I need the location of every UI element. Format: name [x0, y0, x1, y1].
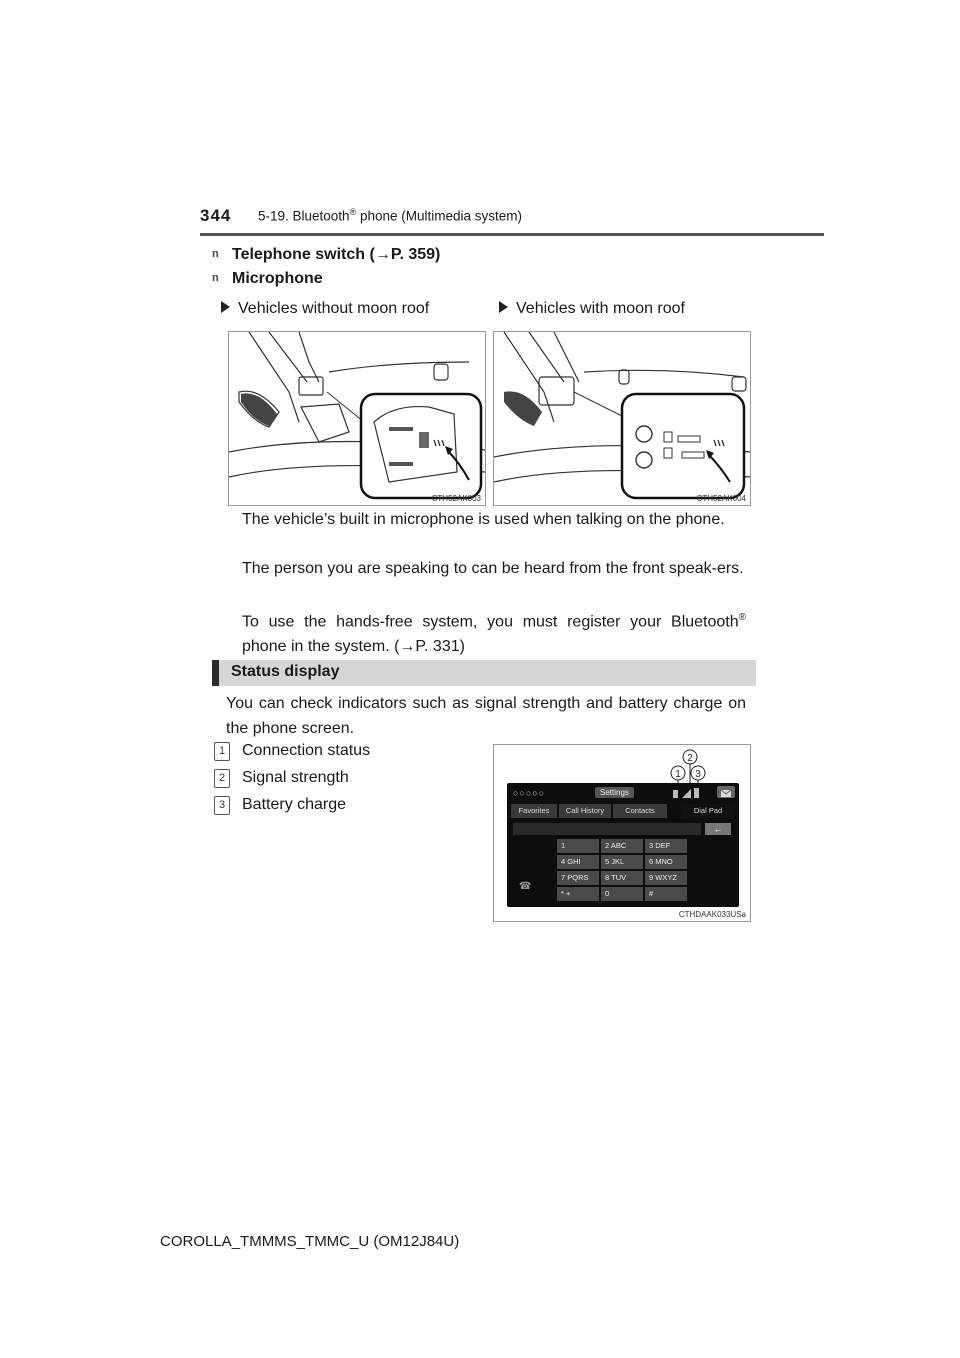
svg-text:3: 3: [695, 769, 701, 780]
section-title-prefix: 5-19. Bluetooth: [258, 208, 350, 224]
signal-strength-icon: [682, 789, 691, 798]
registered-mark: ®: [349, 207, 357, 217]
status-display-heading: Status display: [212, 660, 756, 686]
section-title-suffix: phone (Multimedia system): [356, 208, 523, 224]
keypad-key[interactable]: 8 TUV: [601, 871, 643, 885]
keypad-key[interactable]: * +: [557, 887, 599, 901]
page-number: 344: [200, 206, 232, 225]
microphone-label: Microphone: [232, 270, 323, 287]
mail-button[interactable]: [717, 786, 735, 798]
phone-handset-icon[interactable]: ☎: [519, 881, 532, 892]
battery-icon: [694, 788, 699, 798]
registered-mark: ®: [738, 612, 746, 623]
bullet-icon: n: [212, 248, 219, 260]
tab-favorites[interactable]: Favorites: [511, 804, 557, 818]
triangle-icon: [221, 301, 230, 313]
figure-microphone-without-moon-roof: [228, 331, 486, 506]
overhead-console-illustration: [229, 332, 485, 505]
overhead-console-illustration: [494, 332, 750, 505]
figure-phone-screen: [493, 744, 751, 922]
figure-code: CTH52AK003: [431, 494, 481, 503]
dial-keypad: [557, 839, 689, 901]
keypad-key[interactable]: 3 DEF: [645, 839, 687, 853]
callout-signal-strength: 2 Signal strength: [214, 769, 349, 788]
callout-battery-charge: 3 Battery charge: [214, 796, 346, 815]
telephone-switch-label: Telephone switch (→P. 359): [232, 246, 441, 263]
keypad-key[interactable]: 1: [557, 839, 599, 853]
settings-button[interactable]: Settings: [595, 787, 634, 798]
status-display-intro: You can check indicators such as signal strength and battery charge on the phone screen.: [226, 695, 746, 737]
header-rule: [200, 233, 824, 236]
tab-bar: [511, 804, 735, 818]
keypad-key[interactable]: 0: [601, 887, 643, 901]
bullet-icon: n: [212, 272, 219, 284]
paragraph-front-speakers: The person you are speaking to can be heard from the front speak-ers.: [242, 560, 744, 577]
envelope-icon: [717, 787, 735, 799]
backspace-button[interactable]: [705, 823, 731, 835]
paragraph-built-in-microphone: The vehicle’s built in microphone is used when talking on the phone.: [242, 511, 725, 528]
keypad-key[interactable]: 9 WXYZ: [645, 871, 687, 885]
keypad-key[interactable]: 2 ABC: [601, 839, 643, 853]
footer-document-id: COROLLA_TMMMS_TMMC_U (OM12J84U): [160, 1233, 460, 1250]
callout-number: 2: [214, 769, 230, 788]
triangle-icon: [499, 301, 508, 313]
figure-code: CTHDAAK033USa: [678, 910, 746, 919]
callout-number: 1: [214, 742, 230, 761]
keypad-key[interactable]: 4 GHI: [557, 855, 599, 869]
keypad-key[interactable]: 6 MNO: [645, 855, 687, 869]
variant-label-with-moon-roof: Vehicles with moon roof: [499, 300, 685, 318]
callout-number: 3: [214, 796, 230, 815]
callout-connection-status: 1 Connection status: [214, 742, 370, 761]
phone-screen: [507, 783, 739, 907]
keypad-key[interactable]: #: [645, 887, 687, 901]
figure-code: CTH52AK004: [696, 494, 746, 503]
dial-number-field[interactable]: [513, 823, 701, 835]
section-title: [258, 207, 522, 224]
tab-call-history[interactable]: Call History: [559, 804, 611, 818]
tab-dial-pad[interactable]: Dial Pad: [681, 804, 735, 818]
microphone-item: [212, 270, 323, 288]
tab-contacts[interactable]: Contacts: [613, 804, 667, 818]
figure-microphone-with-moon-roof: [493, 331, 751, 506]
connection-status-icon: [673, 790, 678, 798]
paragraph-register-phone: To use the hands-free system, you must register your Bluetooth® phone in the system. (→P. 331): [242, 612, 746, 656]
telephone-switch-item: [212, 246, 440, 264]
arrow-left-icon: ←: [713, 824, 723, 834]
svg-text:2: 2: [687, 753, 693, 764]
status-dots: ○○○○○: [513, 788, 546, 798]
svg-text:1: 1: [675, 769, 681, 780]
keypad-key[interactable]: 7 PQRS: [557, 871, 599, 885]
keypad-key[interactable]: 5 JKL: [601, 855, 643, 869]
variant-label-without-moon-roof: Vehicles without moon roof: [221, 300, 429, 318]
